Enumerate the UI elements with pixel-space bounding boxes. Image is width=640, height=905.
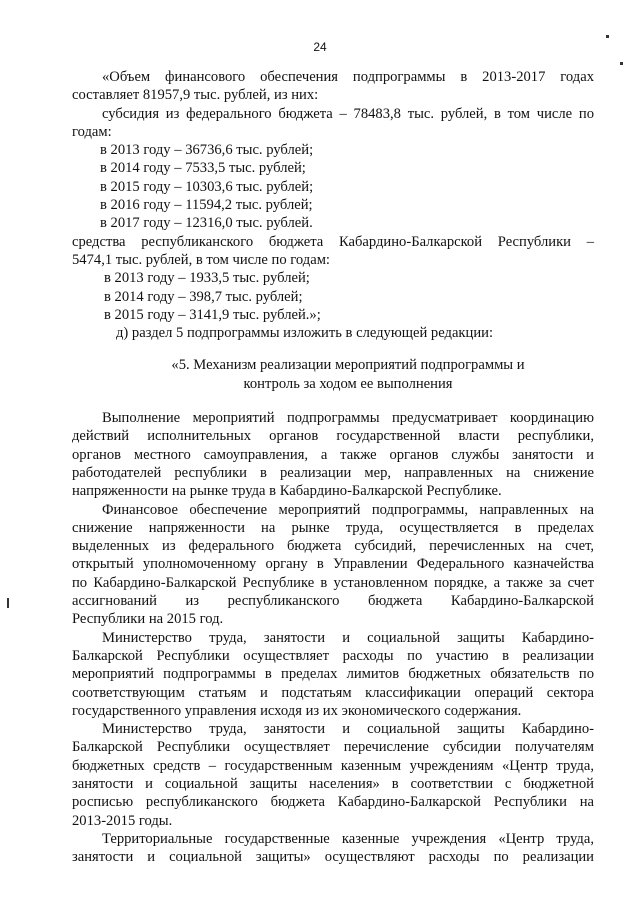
text-line: субсидия из федерального бюджета – 78483,8 тыс. рублей, в том числе по: [102, 105, 594, 122]
paragraph-line: органов местного самоуправления, а также органов службы занятости и: [72, 446, 594, 463]
year-amount-line: в 2016 году – 11594,2 тыс. рублей;: [100, 197, 313, 214]
text-line: 5474,1 тыс. рублей, в том числе по годам:: [72, 251, 330, 268]
paragraph-line: Министерство труда, занятости и социальной защиты Кабардино-: [102, 721, 594, 738]
paragraph-line: Территориальные государственные казенные учреждения «Центр труда,: [102, 830, 594, 847]
paragraph-line: Финансовое обеспечение мероприятий подпрограммы, направленных на: [102, 501, 594, 518]
year-amount-line: в 2013 году – 1933,5 тыс. рублей;: [104, 270, 310, 287]
year-amount-line: в 2014 году – 7533,5 тыс. рублей;: [100, 160, 306, 177]
text-line: «Объем финансового обеспечения подпрограммы в 2013-2017 годах: [102, 69, 594, 85]
scan-mark: [606, 35, 609, 38]
paragraph-line: Республики на 2015 год.: [72, 611, 224, 628]
page-number: 24: [313, 40, 327, 54]
text-line: составляет 81957,9 тыс. рублей, из них:: [72, 87, 319, 104]
paragraph-line: по Кабардино-Балкарской Республике в установленном порядке, а также за счет: [72, 574, 594, 591]
year-amount-line: в 2015 году – 3141,9 тыс. рублей.»;: [104, 306, 321, 323]
document-body: [72, 68, 594, 866]
scan-mark: [620, 62, 623, 65]
paragraph-line: Балкарской Республики осуществляет расходы по участию в реализации: [72, 647, 594, 664]
year-amount-line: в 2015 году – 10303,6 тыс. рублей;: [100, 178, 314, 195]
paragraph-line: напряженности на рынке труда в Кабардино-Балкарской Республике.: [72, 483, 502, 500]
paragraph-line: бюджетных средств – государственным казенным учреждениям «Центр труда,: [72, 757, 594, 774]
paragraph-line: работодателей республики в реализации мер, направленных на снижение: [72, 464, 594, 481]
paragraph-line: открытый уполномоченному органу в Управлении Федерального казначейства: [72, 556, 594, 573]
paragraph-line: снижение напряженности на рынке труда, осуществляется в пределах: [72, 519, 594, 536]
year-amount-line: в 2014 году – 398,7 тыс. рублей;: [104, 288, 303, 305]
section-heading: контроль за ходом ее выполнения: [243, 375, 453, 392]
text-line: годам:: [72, 123, 112, 140]
amendment-line: д) раздел 5 подпрограммы изложить в следующей редакции:: [116, 325, 493, 342]
paragraph-line: соответствующим статьям и подстатьям классификации операций сектора: [72, 684, 594, 701]
paragraph-line: росписью республиканского бюджета Кабардино-Балкарской Республики на: [72, 794, 594, 811]
section-heading: «5. Механизм реализации мероприятий подпрограммы и: [171, 357, 525, 374]
paragraph-line: 2013-2015 годы.: [72, 812, 173, 829]
paragraph-line: Балкарской Республики осуществляет перечисление субсидии получателям: [72, 739, 594, 756]
year-amount-line: в 2017 году – 12316,0 тыс. рублей.: [100, 215, 313, 232]
paragraph-line: Министерство труда, занятости и социальной защиты Кабардино-: [102, 629, 594, 646]
paragraph-line: Выполнение мероприятий подпрограммы предусматривает координацию: [102, 410, 594, 427]
paragraph-line: выделенных из федерального бюджета субсидий, перечисленных на счет,: [72, 538, 594, 555]
paragraph-line: действий исполнительных органов государственной власти республики,: [72, 428, 594, 445]
paragraph-line: занятости и социальной защиты населения» в соответствии с бюджетной: [72, 775, 594, 792]
year-amount-line: в 2013 году – 36736,6 тыс. рублей;: [100, 142, 314, 159]
paragraph-line: государственного управления исходя из их экономического содержания.: [72, 702, 522, 719]
scan-mark: [7, 598, 9, 608]
text-line: средства республиканского бюджета Кабардино-Балкарской Республики –: [72, 233, 594, 250]
paragraph-line: занятости и социальной защиты» осуществляют расходы по реализации: [72, 849, 594, 866]
paragraph-line: мероприятий подпрограммы в пределах лимитов бюджетных обязательств по: [72, 666, 594, 683]
paragraph-line: ассигнований из республиканского бюджета Кабардино-Балкарской: [72, 593, 594, 610]
